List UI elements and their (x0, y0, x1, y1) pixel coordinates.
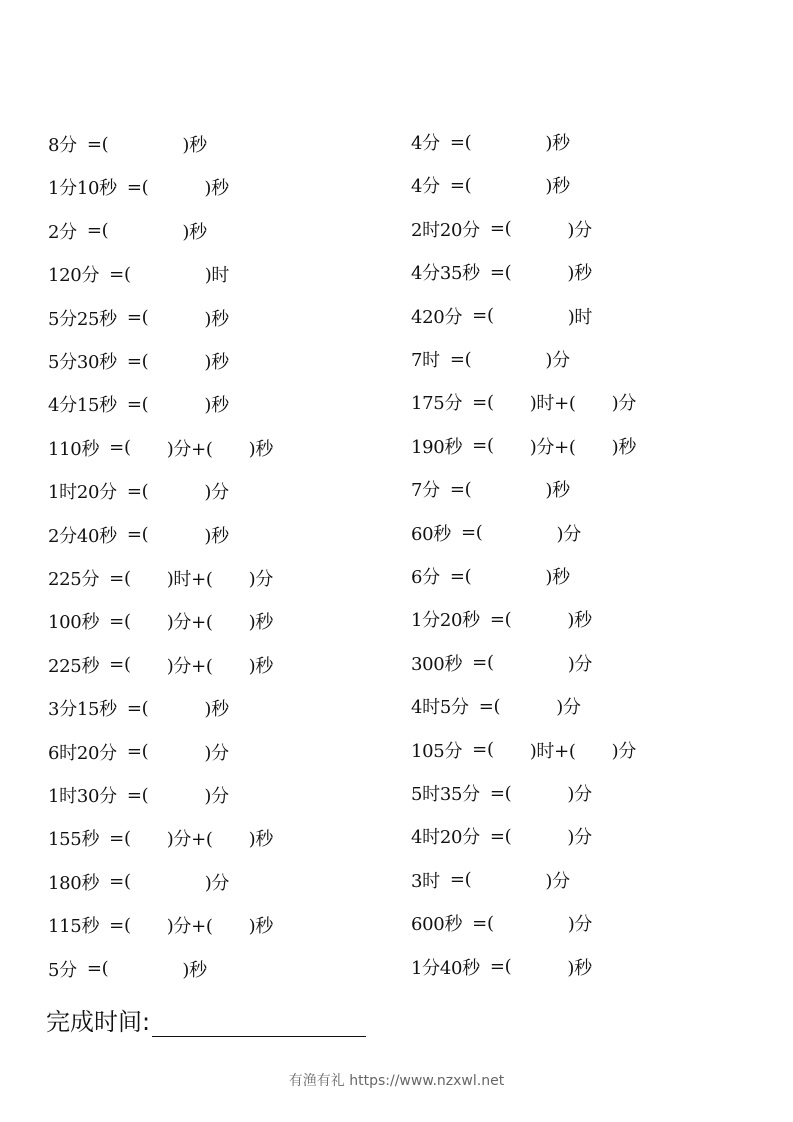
equals-paren: =( (109, 610, 131, 632)
equals-paren: =( (86, 220, 109, 242)
unit-label: )时+( (529, 740, 576, 762)
problem-row (411, 909, 592, 937)
problem-expression: 175分 (411, 393, 463, 415)
equals-paren: =( (126, 393, 149, 415)
equals-paren: =( (109, 871, 131, 893)
problem-row (411, 519, 581, 547)
equals-paren: =( (449, 348, 472, 370)
problem-row (48, 955, 207, 983)
equals-paren: =( (109, 567, 131, 589)
equals-paren: =( (489, 261, 512, 283)
equals-paren: =( (109, 914, 131, 936)
problem-expression: 600秒 (411, 914, 463, 936)
unit-label: )秒 (545, 133, 570, 154)
unit-label: )秒 (204, 308, 229, 330)
equals-paren: =( (472, 305, 494, 327)
problem-expression: 1分20秒 (411, 610, 480, 632)
problem-row (48, 868, 229, 896)
problem-expression: 6时20分 (48, 742, 117, 764)
problem-row (411, 562, 570, 590)
unit-label: )秒 (248, 829, 274, 851)
problem-expression: 60秒 (411, 523, 452, 545)
problem-expression: 190秒 (411, 436, 463, 458)
problem-row (411, 866, 570, 894)
equals-paren: =( (126, 350, 149, 372)
unit-label: )秒 (182, 959, 207, 981)
unit-label: )分 (204, 786, 229, 807)
equals-paren: =( (109, 827, 131, 849)
problem-row (48, 347, 229, 375)
equals-paren: =( (478, 695, 501, 717)
unit-label: )时 (204, 265, 230, 287)
equals-paren: =( (126, 784, 149, 806)
equals-paren: =( (126, 307, 149, 329)
equals-paren: =( (109, 437, 131, 459)
problem-expression: 180秒 (48, 872, 100, 894)
problem-row (48, 390, 229, 418)
unit-label: )秒 (567, 610, 592, 632)
unit-label: )秒 (611, 436, 637, 458)
problem-row (48, 173, 229, 201)
problem-row (48, 824, 273, 852)
equals-paren: =( (489, 782, 512, 804)
unit-label: )分 (204, 742, 229, 764)
unit-label: )秒 (182, 135, 207, 156)
problem-row (48, 304, 229, 332)
unit-label: )分+( (166, 916, 213, 938)
problem-expression: 7时 (411, 350, 440, 371)
equals-paren: =( (472, 912, 494, 934)
unit-label: )分+( (166, 438, 213, 460)
problem-row (411, 649, 592, 677)
problem-expression: 420分 (411, 306, 463, 328)
unit-label: )秒 (545, 176, 570, 198)
problem-expression: 1时30分 (48, 786, 117, 807)
unit-label: )秒 (545, 567, 570, 588)
watermark: 有渔有礼 https://www.nzxwl.net (288, 1073, 505, 1089)
equals-paren: =( (489, 956, 512, 978)
problem-row (48, 217, 207, 245)
unit-label: )秒 (248, 612, 274, 634)
problem-row (48, 738, 229, 766)
unit-label: )秒 (248, 916, 274, 938)
completion-time-blank[interactable] (152, 1010, 366, 1037)
equals-paren: =( (472, 435, 494, 457)
equals-paren: =( (472, 652, 494, 674)
equals-paren: =( (449, 174, 472, 196)
unit-label: )分 (204, 482, 229, 504)
problem-row (411, 258, 592, 286)
problem-expression: 115秒 (48, 916, 100, 938)
problem-expression: 6分 (411, 567, 440, 588)
equals-paren: =( (126, 524, 149, 546)
problem-row (48, 651, 273, 679)
unit-label: )秒 (204, 352, 229, 373)
problem-expression: 2时20分 (411, 219, 480, 241)
equals-paren: =( (126, 480, 149, 502)
problem-expression: 120分 (48, 265, 100, 287)
problem-expression: 1分40秒 (411, 957, 480, 979)
problem-expression: 105分 (411, 740, 463, 762)
problem-expression: 5分 (48, 959, 77, 981)
unit-label: )秒 (182, 221, 207, 243)
problem-row (411, 128, 570, 156)
problem-expression: 3分15秒 (48, 699, 117, 721)
problem-row (411, 953, 592, 981)
problem-expression: 5分25秒 (48, 308, 117, 330)
equals-paren: =( (449, 565, 472, 587)
problem-expression: 2分40秒 (48, 525, 117, 547)
equals-paren: =( (489, 218, 512, 240)
problem-expression: 225秒 (48, 655, 100, 677)
problem-expression: 4分 (411, 176, 440, 198)
problem-expression: 2分 (48, 221, 77, 243)
problem-expression: 3时 (411, 870, 440, 892)
problem-expression: 8分 (48, 135, 77, 156)
completion-time-label: 完成时间: (46, 1008, 151, 1036)
problem-row (48, 694, 229, 722)
problem-expression: 4时20分 (411, 827, 480, 849)
problem-row (48, 260, 229, 288)
problem-row (411, 388, 636, 416)
problem-row (48, 911, 273, 939)
unit-label: )秒 (545, 480, 570, 502)
unit-label: )分 (567, 827, 592, 849)
equals-paren: =( (109, 263, 131, 285)
problem-expression: 4时5分 (411, 697, 469, 719)
unit-label: )分 (248, 569, 274, 590)
problem-expression: 7分 (411, 480, 440, 502)
problem-expression: 110秒 (48, 438, 100, 460)
problem-row (411, 692, 581, 720)
unit-label: )时+( (166, 569, 213, 590)
unit-label: )分 (567, 653, 593, 675)
unit-label: )分 (567, 914, 593, 936)
unit-label: )分+( (166, 612, 213, 634)
equals-paren: =( (109, 654, 131, 676)
problem-expression: 1时20分 (48, 482, 117, 504)
unit-label: )分+( (529, 436, 576, 458)
equals-paren: =( (472, 739, 494, 761)
unit-label: )秒 (567, 957, 592, 979)
unit-label: )分 (611, 740, 637, 762)
completion-time (46, 1002, 366, 1037)
unit-label: )分+( (166, 655, 213, 677)
problem-row (411, 302, 592, 330)
problem-row (411, 736, 636, 764)
unit-label: )时+( (529, 393, 576, 415)
unit-label: )分 (545, 870, 570, 892)
unit-label: )分 (611, 393, 637, 415)
equals-paren: =( (489, 825, 512, 847)
unit-label: )秒 (204, 525, 229, 547)
equals-paren: =( (449, 131, 472, 153)
unit-label: )分 (567, 784, 592, 805)
problem-expression: 100秒 (48, 612, 100, 634)
equals-paren: =( (449, 869, 472, 891)
problem-row (411, 605, 592, 633)
problem-row (411, 779, 592, 807)
problem-expression: 5分30秒 (48, 352, 117, 373)
problem-row (48, 477, 229, 505)
equals-paren: =( (126, 176, 149, 198)
problem-row (48, 564, 273, 592)
unit-label: )秒 (204, 395, 229, 417)
problem-row (411, 822, 592, 850)
unit-label: )时 (567, 306, 593, 328)
unit-label: )秒 (567, 263, 592, 285)
problem-expression: 5时35分 (411, 784, 480, 805)
problem-expression: 4分 (411, 133, 440, 154)
problem-expression: 225分 (48, 569, 100, 590)
equals-paren: =( (472, 391, 494, 413)
unit-label: )分 (556, 523, 581, 545)
equals-paren: =( (489, 608, 512, 630)
equals-paren: =( (86, 958, 109, 980)
problem-row (411, 475, 570, 503)
equals-paren: =( (86, 133, 109, 155)
problem-row (48, 434, 273, 462)
problem-row (48, 607, 273, 635)
equals-paren: =( (126, 741, 149, 763)
unit-label: )分 (556, 697, 581, 719)
problem-expression: 4分15秒 (48, 395, 117, 417)
equals-paren: =( (461, 522, 483, 544)
unit-label: )秒 (204, 178, 229, 200)
unit-label: )分 (545, 350, 570, 371)
problem-row (411, 432, 636, 460)
problem-expression: 300秒 (411, 653, 463, 675)
problem-row (48, 130, 207, 158)
problem-row (411, 171, 570, 199)
problem-expression: 155秒 (48, 829, 100, 851)
unit-label: )秒 (248, 655, 274, 677)
unit-label: )分+( (166, 829, 213, 851)
equals-paren: =( (449, 478, 472, 500)
problem-expression: 1分10秒 (48, 178, 117, 200)
problem-row (48, 521, 229, 549)
problem-expression: 4分35秒 (411, 263, 480, 285)
unit-label: )分 (204, 872, 230, 894)
unit-label: )秒 (248, 438, 274, 460)
equals-paren: =( (126, 697, 149, 719)
problem-row (48, 781, 229, 809)
problem-row (411, 215, 592, 243)
unit-label: )秒 (204, 699, 229, 721)
problem-row (411, 345, 570, 373)
unit-label: )分 (567, 219, 592, 241)
